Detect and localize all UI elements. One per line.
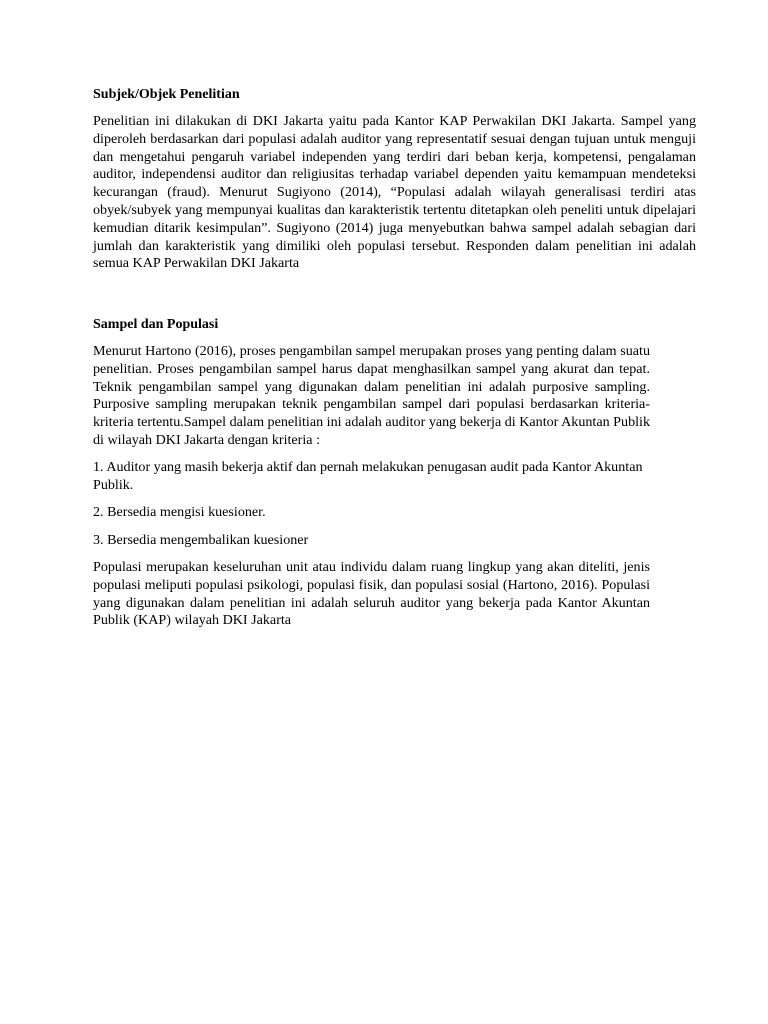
section-subjek-objek (93, 86, 696, 283)
section-sampel-populasi (93, 316, 650, 640)
criteria-item: 2. Bersedia mengisi kuesioner. (93, 504, 266, 521)
body-paragraph: Menurut Hartono (2016), proses pengambilan sampel merupakan proses yang penting dalam suatu penelitian. Proses pengambilan sampel harus dapat menghasilkan sampel yang akurat dan tepat. Teknik pengambilan sampel yang digunakan dalam penelitian ini adalah purposive sampling. Purposive sampling merupakan teknik pengambilan sampel dari populasi berdasarkan kriteria-kriteria tertentu.Sampel dalam penelitian ini adalah auditor yang bekerja di Kantor Akuntan Publik di wilayah DKI Jakarta dengan kriteria : (93, 343, 650, 448)
criteria-item: 1. Auditor yang masih bekerja aktif dan pernah melakukan penugasan audit pada Kantor Akuntan Publik. (93, 459, 643, 494)
criteria-item: 3. Bersedia mengembalikan kuesioner (93, 531, 309, 548)
body-paragraph: Populasi merupakan keseluruhan unit atau individu dalam ruang lingkup yang akan diteliti, jenis populasi meliputi populasi psikologi, populasi fisik, dan populasi sosial (Hartono, 2016). Populasi yang digunakan dalam penelitian ini adalah seluruh auditor yang bekerja pada Kantor Akuntan Publik (KAP) wilayah DKI Jakarta (93, 558, 650, 629)
body-paragraph: Penelitian ini dilakukan di DKI Jakarta yaitu pada Kantor KAP Perwakilan DKI Jakarta. Sampel yang diperoleh berdasarkan dari populasi adalah auditor yang representatif sesuai dengan tujuan untuk menguji dan mengetahui pengaruh variabel independen yang terdiri dari beban kerja, kompetensi, pengalaman auditor, independensi auditor dan religiusitas terhadap variabel dependen yaitu kemampuan mendeteksi kecurangan (fraud). Menurut Sugiyono (2014), “Populasi adalah wilayah generalisasi terdiri atas obyek/subyek yang mempunyai kualitas dan karakteristik tertentu ditetapkan oleh peneliti untuk dipelajari kemudian ditarik kesimpulan”. Sugiyono (2014) juga menyebutkan bahwa sampel adalah sebagian dari jumlah dan karakteristik yang dimiliki oleh populasi tersebut. Responden dalam penelitian ini adalah semua KAP Perwakilan DKI Jakarta (93, 113, 696, 272)
section-heading: Sampel dan Populasi (93, 317, 219, 332)
section-heading: Subjek/Objek Penelitian (93, 87, 240, 102)
